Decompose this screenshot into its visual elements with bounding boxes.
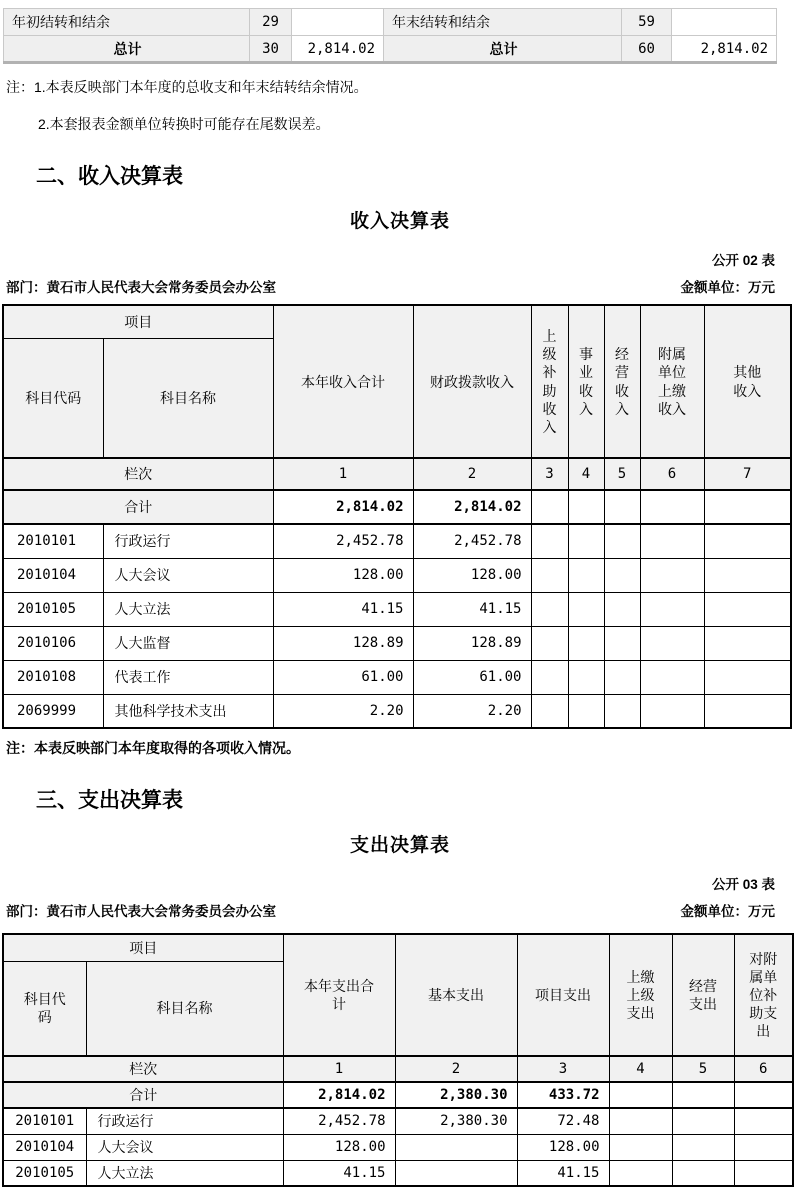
header-text: 对附属单位补助支出 <box>749 950 778 1040</box>
empty-cell <box>568 524 604 558</box>
empty-cell <box>704 694 791 728</box>
empty-cell <box>672 1134 734 1160</box>
empty-cell <box>604 592 640 626</box>
subject-name: 行政运行 <box>86 1108 283 1134</box>
value-cell: 128.00 <box>517 1134 609 1160</box>
col-index: 2 <box>413 458 531 490</box>
col-index: 4 <box>568 458 604 490</box>
total-label: 总计 <box>384 36 622 63</box>
table-row <box>3 660 791 694</box>
value-cell: 61.00 <box>273 660 413 694</box>
subject-name: 行政运行 <box>103 524 273 558</box>
income-table-note: 注：本表反映部门本年度取得的各项收入情况。 <box>6 740 300 756</box>
header-cell-other-income <box>704 305 791 458</box>
empty-cell <box>704 626 791 660</box>
empty-cell <box>531 592 568 626</box>
header-text: 事业收入 <box>578 346 593 417</box>
value-cell: 2.20 <box>413 694 531 728</box>
value-cell: 128.00 <box>283 1134 395 1160</box>
empty-cell <box>734 1108 793 1134</box>
value-cell: 2,452.78 <box>273 524 413 558</box>
empty-cell <box>672 1108 734 1134</box>
header-text: 附属单位上缴收入 <box>658 346 686 417</box>
lanci-label: 栏次 <box>3 458 273 490</box>
sheet-number: 公开 02 表 <box>711 253 775 268</box>
sheet-number: 公开 03 表 <box>711 877 775 892</box>
subject-name: 人大会议 <box>103 558 273 592</box>
empty-cell <box>640 694 704 728</box>
header-text: 科目代码 <box>23 991 66 1026</box>
subject-code: 2010104 <box>3 1134 86 1160</box>
empty-cell <box>531 524 568 558</box>
total-value: 433.72 <box>517 1082 609 1108</box>
value-cell: 41.15 <box>517 1160 609 1186</box>
empty-cell <box>609 1082 672 1108</box>
empty-cell <box>568 558 604 592</box>
empty-cell <box>568 660 604 694</box>
subject-code: 2010106 <box>3 626 103 660</box>
empty-cell <box>568 592 604 626</box>
header-cell-project: 项目 <box>3 305 273 338</box>
department-label: 部门：黄石市人民代表大会常务委员会办公室 <box>6 280 276 295</box>
subject-name: 人大立法 <box>86 1160 283 1186</box>
empty-cell <box>568 490 604 524</box>
table-row <box>3 694 791 728</box>
value-cell: 2,380.30 <box>395 1108 517 1134</box>
table-row <box>4 9 777 36</box>
department-label: 部门：黄石市人民代表大会常务委员会办公室 <box>6 904 276 919</box>
total-label: 总计 <box>4 36 250 63</box>
table-row <box>3 1134 793 1160</box>
header-cell-operating-expense <box>672 934 734 1056</box>
col-index: 6 <box>640 458 704 490</box>
header-cell-affiliated-units <box>640 305 704 458</box>
amount-cell: 2,814.02 <box>672 36 777 63</box>
line-no-cell: 59 <box>622 9 672 36</box>
header-cell-business-income <box>568 305 604 458</box>
header-cell-total-expense <box>283 934 395 1056</box>
value-cell: 2,452.78 <box>283 1108 395 1134</box>
subject-code: 2010105 <box>3 1160 86 1186</box>
header-cell-subject-name: 科目名称 <box>103 338 273 458</box>
subject-name: 其他科学技术支出 <box>103 694 273 728</box>
table-row <box>3 626 791 660</box>
col-index: 3 <box>531 458 568 490</box>
total-value: 2,380.30 <box>395 1082 517 1108</box>
table-row <box>3 592 791 626</box>
column-index-row <box>3 1056 793 1082</box>
subject-code: 2010101 <box>3 524 103 558</box>
empty-cell <box>604 660 640 694</box>
table-row <box>3 524 791 558</box>
header-text: 其他收入 <box>733 364 762 399</box>
col-index: 6 <box>734 1056 793 1082</box>
subject-name: 代表工作 <box>103 660 273 694</box>
unit-label: 金额单位：万元 <box>680 904 775 919</box>
value-cell: 41.15 <box>273 592 413 626</box>
empty-cell <box>704 660 791 694</box>
empty-cell <box>604 558 640 592</box>
total-label: 合计 <box>3 490 273 524</box>
subject-code: 2010105 <box>3 592 103 626</box>
header-cell-subject-name: 科目名称 <box>86 961 283 1056</box>
empty-cell <box>640 558 704 592</box>
header-text: 上级补助收入 <box>542 327 557 435</box>
empty-cell <box>604 490 640 524</box>
col-index: 3 <box>517 1056 609 1082</box>
unit-label: 金额单位：万元 <box>680 280 775 295</box>
empty-cell <box>604 524 640 558</box>
empty-cell <box>604 694 640 728</box>
expense-table-title: 支出决算表 <box>349 835 450 856</box>
empty-cell <box>672 1160 734 1186</box>
value-cell: 2.20 <box>273 694 413 728</box>
empty-cell <box>704 524 791 558</box>
col-index: 5 <box>672 1056 734 1082</box>
header-cell-subsidy-affiliated <box>734 934 793 1056</box>
note-line: 2.本套报表金额单位转换时可能存在尾数误差。 <box>38 116 330 132</box>
amount-cell <box>292 9 384 36</box>
header-cell-project: 项目 <box>3 934 283 961</box>
empty-cell <box>704 558 791 592</box>
line-no-cell: 29 <box>250 9 292 36</box>
header-text: 上缴上级支出 <box>626 968 655 1022</box>
subject-code: 2010104 <box>3 558 103 592</box>
header-cell-total-income: 本年收入合计 <box>273 305 413 458</box>
col-index: 2 <box>395 1056 517 1082</box>
header-cell-subject-code <box>3 961 86 1056</box>
table-row-total <box>4 36 777 63</box>
value-cell: 128.00 <box>273 558 413 592</box>
header-cell-basic-expense: 基本支出 <box>395 934 517 1056</box>
empty-cell <box>640 524 704 558</box>
column-index-row <box>3 458 791 490</box>
table-row <box>3 558 791 592</box>
income-meta-row <box>6 276 775 296</box>
table-row <box>3 1160 793 1186</box>
total-value: 2,814.02 <box>413 490 531 524</box>
value-cell: 61.00 <box>413 660 531 694</box>
empty-cell <box>640 626 704 660</box>
empty-cell <box>531 558 568 592</box>
income-table-title: 收入决算表 <box>349 211 450 232</box>
section-heading-income: 二、收入决算表 <box>36 165 183 188</box>
empty-cell <box>531 490 568 524</box>
empty-cell <box>609 1160 672 1186</box>
empty-cell <box>531 660 568 694</box>
line-no-cell: 60 <box>622 36 672 63</box>
line-no-cell: 30 <box>250 36 292 63</box>
header-row-project <box>3 305 791 338</box>
value-cell: 72.48 <box>517 1108 609 1134</box>
total-row <box>3 490 791 524</box>
total-row <box>3 1082 793 1108</box>
col-index: 1 <box>283 1056 395 1082</box>
note-line: 注：1.本表反映部门本年度的总收支和年末结转结余情况。 <box>6 79 368 95</box>
empty-cell <box>640 660 704 694</box>
empty-cell <box>734 1160 793 1186</box>
header-text: 经营支出 <box>689 977 717 1012</box>
header-text: 本年支出合计 <box>304 977 374 1012</box>
subject-code: 2010108 <box>3 660 103 694</box>
empty-cell <box>640 490 704 524</box>
value-cell: 128.00 <box>413 558 531 592</box>
value-cell: 128.89 <box>413 626 531 660</box>
total-value: 2,814.02 <box>283 1082 395 1108</box>
subject-name: 人大会议 <box>86 1134 283 1160</box>
expense-meta-row <box>6 900 775 920</box>
item-label: 年初结转和结余 <box>4 9 250 36</box>
item-label: 年末结转和结余 <box>384 9 622 36</box>
value-cell: 128.89 <box>273 626 413 660</box>
empty-cell <box>704 490 791 524</box>
empty-cell <box>734 1082 793 1108</box>
empty-cell <box>734 1134 793 1160</box>
empty-cell <box>672 1082 734 1108</box>
section-heading-expense: 三、支出决算表 <box>36 789 183 812</box>
col-index: 7 <box>704 458 791 490</box>
empty-cell <box>568 694 604 728</box>
empty-cell <box>604 626 640 660</box>
empty-cell <box>609 1134 672 1160</box>
subject-code: 2069999 <box>3 694 103 728</box>
amount-cell <box>672 9 777 36</box>
header-text: 经营收入 <box>614 346 629 417</box>
subject-code: 2010101 <box>3 1108 86 1134</box>
col-index: 4 <box>609 1056 672 1082</box>
subject-name: 人大立法 <box>103 592 273 626</box>
income-table <box>2 304 792 729</box>
value-cell: 2,452.78 <box>413 524 531 558</box>
total-label: 合计 <box>3 1082 283 1108</box>
header-cell-project-expense: 项目支出 <box>517 934 609 1056</box>
lanci-label: 栏次 <box>3 1056 283 1082</box>
expense-table <box>2 933 794 1187</box>
header-cell-superior-subsidy <box>531 305 568 458</box>
col-index: 5 <box>604 458 640 490</box>
header-cell-fiscal-appropriation: 财政拨款收入 <box>413 305 531 458</box>
value-cell <box>395 1160 517 1186</box>
table-row <box>3 1108 793 1134</box>
summary-table <box>3 8 777 64</box>
empty-cell <box>704 592 791 626</box>
empty-cell <box>640 592 704 626</box>
empty-cell <box>609 1108 672 1134</box>
col-index: 1 <box>273 458 413 490</box>
header-cell-operating-income <box>604 305 640 458</box>
header-row-project <box>3 934 793 961</box>
header-cell-upturned-expense <box>609 934 672 1056</box>
empty-cell <box>531 626 568 660</box>
value-cell: 41.15 <box>283 1160 395 1186</box>
subject-name: 人大监督 <box>103 626 273 660</box>
amount-cell: 2,814.02 <box>292 36 384 63</box>
empty-cell <box>568 626 604 660</box>
value-cell: 41.15 <box>413 592 531 626</box>
value-cell <box>395 1134 517 1160</box>
empty-cell <box>531 694 568 728</box>
total-value: 2,814.02 <box>273 490 413 524</box>
header-cell-subject-code: 科目代码 <box>3 338 103 458</box>
